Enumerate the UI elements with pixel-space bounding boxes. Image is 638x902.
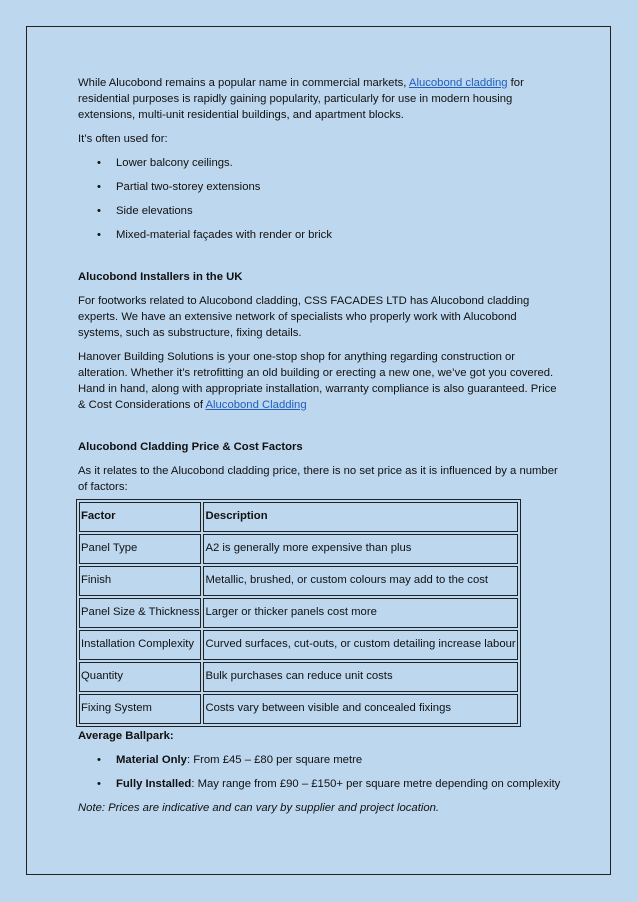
table-header-cell: Description — [203, 502, 517, 532]
table-cell: Installation Complexity — [79, 630, 201, 660]
alucobond-cladding-link-2[interactable]: Alucobond Cladding — [205, 399, 307, 411]
uses-list — [78, 155, 563, 243]
list-item: • Lower balcony ceilings. — [78, 155, 563, 171]
table-cell: Quantity — [79, 662, 201, 692]
table-cell: A2 is generally more expensive than plus — [203, 534, 517, 564]
installers-paragraph-2: Hanover Building Solutions is your one-stop shop for anything regarding construction or alteration. Whether it’s retrofitting an old building or erecting a new one, we’ve got you covered. Hand in hand, along with appropriate installation, warranty compliance is also guaranteed. Price & Cost Considerations of Alucobond Cladding — [78, 351, 557, 411]
table-row — [79, 598, 518, 628]
price-note: Note: Prices are indicative and can vary by supplier and project location. — [78, 802, 440, 814]
table-header-cell: Factor — [79, 502, 201, 532]
installers-paragraph-1: For footworks related to Alucobond cladding, CSS FACADES LTD has Alucobond cladding experts. We have an extensive network of specialists who properly work with Alucobond systems, such as substructure, fixing details. — [78, 295, 530, 339]
used-for-text: It’s often used for: — [78, 133, 168, 145]
table-cell: Panel Type — [79, 534, 201, 564]
table-cell: Metallic, brushed, or custom colours may add to the cost — [203, 566, 517, 596]
table-row — [79, 534, 518, 564]
table-cell: Costs vary between visible and concealed fixings — [203, 694, 517, 724]
list-item: • Partial two-storey extensions — [78, 179, 563, 195]
alucobond-cladding-link[interactable]: Alucobond cladding — [408, 77, 508, 89]
installers-heading: Alucobond Installers in the UK — [78, 271, 243, 283]
list-item: • Side elevations — [78, 203, 563, 219]
document-body — [78, 75, 563, 824]
table-cell: Panel Size & Thickness — [79, 598, 201, 628]
table-row — [79, 662, 518, 692]
list-item: • Fully Installed: May range from £90 – £150+ per square metre depending on complexity — [78, 776, 563, 792]
ballpark-heading: Average Ballpark: — [78, 730, 174, 742]
price-heading: Alucobond Cladding Price & Cost Factors — [78, 441, 303, 453]
price-paragraph: As it relates to the Alucobond cladding price, there is no set price as it is influenced by a number of factors: — [78, 465, 558, 493]
table-row — [79, 694, 518, 724]
list-item: • Mixed-material façades with render or brick — [78, 227, 563, 243]
table-row — [79, 566, 518, 596]
ballpark-list — [78, 752, 563, 792]
intro-paragraph: While Alucobond remains a popular name in commercial markets, Alucobond cladding for residential purposes is rapidly gaining popularity, particularly for use in modern housing extensions, multi-unit residential buildings, and apartment blocks. — [78, 77, 524, 121]
table-cell: Larger or thicker panels cost more — [203, 598, 517, 628]
table-cell: Bulk purchases can reduce unit costs — [203, 662, 517, 692]
table-cell: Finish — [79, 566, 201, 596]
table-row — [79, 630, 518, 660]
table-cell: Curved surfaces, cut-outs, or custom detailing increase labour — [203, 630, 517, 660]
list-item: • Material Only: From £45 – £80 per square metre — [78, 752, 563, 768]
cost-factors-table — [76, 499, 521, 727]
table-header-row — [79, 502, 518, 532]
table-cell: Fixing System — [79, 694, 201, 724]
